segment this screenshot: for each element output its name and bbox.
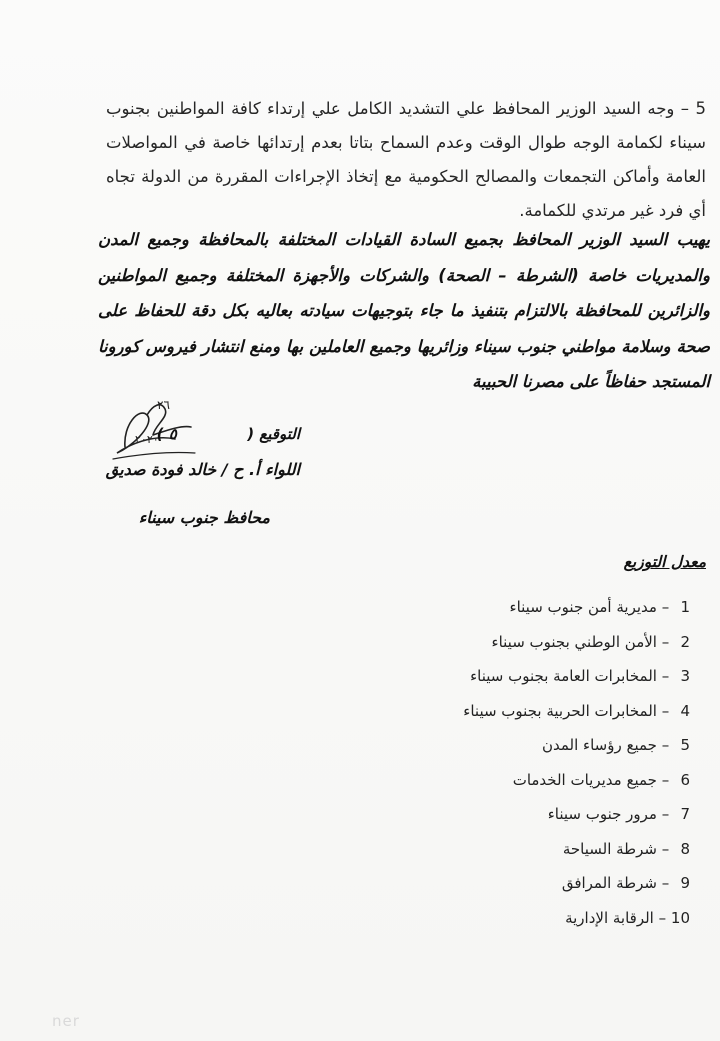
list-item: 10 – الرقابة الإدارية <box>565 908 690 927</box>
list-item: 5 – جميع رؤساء المدن <box>541 736 690 754</box>
list-item: 6 – جميع مديريات الخدمات <box>512 770 690 789</box>
list-item: 2 – الأمن الوطني بجنوب سيناء <box>491 632 690 651</box>
appeal-paragraph: يهيب السيد الوزير المحافظ بجميع السادة القيادات المختلفة بالمحافظة وجميع المدن والمديريات خاصة (الشرطة – الصحة) والشركات والأجهزة المختلفة وجميع المواطنين والزائرين للمحافظة بالالتزام بتنفيذ ما جاء بتوجيهات سيادته بعاليه بكل دقة للحفاظ على صحة وسلامة مواطني جنوب سيناء وزائريها وجميع العاملين بها ومنع انتشار فيروس كورونا المستجد حفاظاً على مصرنا الحبيبة <box>98 230 710 391</box>
signatory-title: محافظ جنوب سيناء <box>138 508 270 527</box>
list-item: 7 – مرور جنوب سيناء <box>547 805 690 823</box>
signature-block <box>50 420 300 536</box>
directive-paragraph: 5 – وجه السيد الوزير المحافظ علي التشديد الكامل علي إرتداء كافة المواطنين بجنوب سيناء لكمامة الوجه طوال الوقت وعدم السماح بتاتا بعدم إرتدائها خاصة في المواصلات العامة وأماكن التجمعات والمصالح الحكومية مع إتخاذ الإجراءات المقررة من الدولة تجاه أي فرد غير مرتدي للكمامة. <box>106 99 706 220</box>
list-item: 4 – المخابرات الحربية بجنوب سيناء <box>463 701 690 720</box>
list-item: 8 – شرطة السياحة <box>562 839 690 858</box>
signature-label: التوقيع ( ٥ ) <box>156 425 300 443</box>
distribution-list <box>463 590 690 935</box>
list-item: 1 – مديرية أمن جنوب سيناء <box>509 598 690 616</box>
signatory-name: اللواء أ. ح / خالد فودة صديق <box>105 460 300 479</box>
list-item: 9 – شرطة المرافق <box>561 874 690 892</box>
list-item: 3 – المخابرات العامة بجنوب سيناء <box>470 667 690 685</box>
distribution-title: معدل التوزيع <box>623 553 706 571</box>
svg-text:٢٠٢٠: ٢٠٢٠ <box>135 433 159 446</box>
watermark: ner <box>52 1012 80 1030</box>
svg-text:٢٦: ٢٦ <box>157 398 170 412</box>
